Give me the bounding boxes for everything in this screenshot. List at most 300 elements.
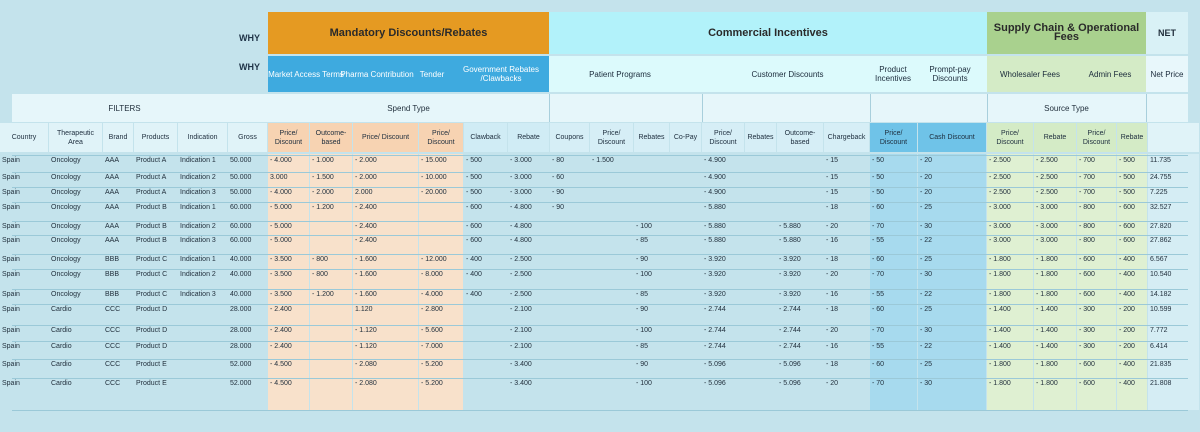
cell-r7-c10: - 400 [466, 271, 482, 278]
cell-r11-c19: - 16 [826, 343, 839, 350]
cell-r10-c16: - 2.744 [704, 327, 726, 334]
cell-r12-c6: - 4.500 [270, 361, 292, 368]
cell-r6-c10: - 400 [466, 256, 482, 263]
cell-r1-c8: - 2.000 [355, 174, 377, 181]
cell-r12-c9: - 5.200 [421, 361, 443, 368]
cell-r13-c23: - 1.800 [1036, 380, 1058, 387]
cell-r3-c5: 60.000 [230, 204, 252, 211]
cell-r0-c16: - 4.900 [704, 157, 726, 164]
cell-r8-c12 [552, 290, 589, 301]
cell-r7-c2: BBB [105, 271, 120, 278]
cell-r6-c19: - 18 [826, 256, 839, 263]
cell-r0-c13: - 1.500 [592, 157, 614, 164]
cell-r6-c25: - 400 [1119, 256, 1135, 263]
cell-r2-c26: 7.225 [1150, 189, 1168, 196]
cell-r2-c3: Product A [136, 189, 167, 196]
cell-r8-c4: Indication 3 [180, 291, 216, 298]
cell-r12-c7 [312, 360, 352, 371]
cell-r5-c4: Indication 3 [180, 237, 216, 244]
cell-r11-c13 [592, 342, 633, 353]
cell-r13-c4 [180, 379, 227, 390]
cell-r7-c21: - 30 [920, 271, 933, 278]
cell-r5-c18: - 5.880 [779, 237, 801, 244]
cell-r12-c14: - 90 [636, 361, 649, 368]
cell-r11-c2: CCC [105, 343, 121, 350]
cell-r0-c25: - 500 [1119, 157, 1135, 164]
subgroup-government-rebates: Government Rebates /Clawbacks [462, 65, 540, 83]
cell-r9-c12 [552, 305, 589, 316]
cell-r0-c26: 11.735 [1150, 157, 1171, 164]
cell-r6-c8: - 1.600 [355, 256, 377, 263]
cell-r6-c24: - 600 [1079, 256, 1095, 263]
cell-r4-c8: - 2.400 [355, 223, 377, 230]
cell-r2-c24: - 700 [1079, 189, 1095, 196]
cell-r3-c20: - 60 [872, 204, 885, 211]
cell-r9-c16: - 2.744 [704, 306, 726, 313]
column-header-23: Rebate [1034, 123, 1076, 152]
cell-r1-c4: Indication 2 [180, 174, 216, 181]
cell-r8-c16: - 3.920 [704, 291, 726, 298]
cell-r3-c23: - 3.000 [1036, 204, 1058, 211]
cell-r13-c10 [466, 379, 507, 390]
cell-r1-c0: Spain [2, 174, 20, 181]
cell-r9-c4 [180, 305, 227, 316]
cell-r8-c14: - 85 [636, 291, 649, 298]
cell-r0-c6: - 4.000 [270, 157, 292, 164]
cell-r11-c0: Spain [2, 343, 20, 350]
cell-r4-c9 [421, 222, 463, 233]
cell-r12-c18: - 5.096 [779, 361, 801, 368]
cell-r10-c13 [592, 326, 633, 337]
cell-r4-c3: Product B [136, 223, 167, 230]
cell-r7-c26: 10.540 [1150, 271, 1172, 278]
cell-r11-c22: - 1.400 [989, 343, 1011, 350]
cell-r1-c9: - 10.000 [421, 174, 447, 181]
cell-r6-c0: Spain [2, 256, 20, 263]
cell-r11-c9: - 7.000 [421, 343, 443, 350]
cell-r13-c20: - 70 [872, 380, 885, 387]
cell-r10-c18: - 2.744 [779, 327, 801, 334]
cell-r1-c21: - 20 [920, 174, 933, 181]
cell-r6-c7: - 800 [312, 256, 328, 263]
cell-r8-c7: - 1.200 [312, 291, 334, 298]
column-header-10: Clawback [464, 123, 507, 152]
cell-r9-c18: - 2.744 [779, 306, 801, 313]
cell-r5-c14: - 85 [636, 237, 649, 244]
cell-r11-c4 [180, 342, 227, 353]
cell-r0-c17 [747, 156, 776, 167]
cell-r1-c2: AAA [105, 174, 120, 181]
cell-r9-c6: - 2.400 [270, 306, 292, 313]
cell-r2-c5: 50.000 [230, 189, 252, 196]
cell-r13-c17 [747, 379, 776, 390]
cell-r7-c7: - 800 [312, 271, 328, 278]
net-group-title: NET [1158, 27, 1176, 38]
cell-r0-c4: Indication 1 [180, 157, 216, 164]
cell-r13-c0: Spain [2, 380, 20, 387]
cell-r2-c19: - 15 [826, 189, 839, 196]
cell-r8-c10: - 400 [466, 291, 482, 298]
cell-r0-c10: - 500 [466, 157, 482, 164]
subgroup-wholesaler-fees: Wholesaler Fees [999, 69, 1061, 79]
cell-r8-c3: Product C [136, 291, 168, 298]
cell-r7-c14: - 100 [636, 271, 652, 278]
cell-r1-c11: - 3.000 [510, 174, 532, 181]
cell-r7-c20: - 70 [872, 271, 885, 278]
cell-r12-c13 [592, 360, 633, 371]
cell-r1-c23: - 2.500 [1036, 174, 1058, 181]
cell-r5-c0: Spain [2, 237, 20, 244]
how-separator-1 [702, 94, 703, 122]
cell-r8-c21: - 22 [920, 291, 933, 298]
cell-r3-c14 [636, 203, 669, 214]
cell-r2-c2: AAA [105, 189, 120, 196]
cell-r9-c13 [592, 305, 633, 316]
cell-r6-c14: - 90 [636, 256, 649, 263]
cell-r10-c21: - 30 [920, 327, 933, 334]
cell-r0-c7: - 1.000 [312, 157, 334, 164]
cell-r9-c24: - 300 [1079, 306, 1095, 313]
column-header-11: Rebate [508, 123, 549, 152]
cell-r0-c3: Product A [136, 157, 167, 164]
cell-r3-c17 [747, 203, 776, 214]
cell-r5-c9 [421, 236, 463, 247]
cell-r6-c6: - 3.500 [270, 256, 292, 263]
cell-r13-c3: Product E [136, 380, 167, 387]
how-separator-2 [870, 94, 871, 122]
subgroup-net-price: Net Price [1150, 69, 1184, 79]
cell-r10-c11: - 2.100 [510, 327, 532, 334]
cell-r8-c20: - 55 [872, 291, 885, 298]
cell-r5-c10: - 600 [466, 237, 482, 244]
cell-r11-c11: - 2.100 [510, 343, 532, 350]
cell-r5-c22: - 3.000 [989, 237, 1011, 244]
cell-r7-c3: Product C [136, 271, 168, 278]
subgroup-patient-programs: Patient Programs [589, 69, 651, 79]
cell-r1-c25: - 500 [1119, 174, 1135, 181]
cell-r2-c12: - 90 [552, 189, 565, 196]
cell-r13-c22: - 1.800 [989, 380, 1011, 387]
cell-r7-c19: - 20 [826, 271, 839, 278]
cell-r1-c17 [747, 173, 776, 184]
cell-r0-c2: AAA [105, 157, 120, 164]
column-header-19: Chargeback [824, 123, 869, 152]
cell-r4-c18: - 5.880 [779, 223, 801, 230]
cell-r8-c19: - 16 [826, 291, 839, 298]
cell-r4-c24: - 800 [1079, 223, 1095, 230]
cell-r5-c8: - 2.400 [355, 237, 377, 244]
column-header-9: Price/ Discount [419, 123, 463, 152]
cell-r3-c13 [592, 203, 633, 214]
cell-r4-c0: Spain [2, 223, 20, 230]
cell-r2-c23: - 2.500 [1036, 189, 1058, 196]
cell-r13-c12 [552, 379, 589, 390]
cell-r12-c22: - 1.800 [989, 361, 1011, 368]
cell-r6-c1: Oncology [51, 256, 81, 263]
cell-r12-c16: - 5.096 [704, 361, 726, 368]
cell-r0-c12: - 80 [552, 157, 565, 164]
cell-r5-c6: - 5.000 [270, 237, 292, 244]
cell-r10-c7 [312, 326, 352, 337]
cell-r2-c17 [747, 188, 776, 199]
cell-r11-c24: - 300 [1079, 343, 1095, 350]
how-separator-4 [1146, 94, 1147, 122]
cell-r11-c8: - 1.120 [355, 343, 377, 350]
cell-r5-c11: - 4.800 [510, 237, 532, 244]
cell-r2-c15 [672, 188, 701, 199]
cell-r2-c13 [592, 188, 633, 199]
column-header-6: Price/ Discount [268, 123, 309, 152]
cell-r10-c9: - 5.600 [421, 327, 443, 334]
cell-r6-c21: - 25 [920, 256, 933, 263]
cell-r8-c1: Oncology [51, 291, 81, 298]
cell-r11-c6: - 2.400 [270, 343, 292, 350]
cell-r6-c12 [552, 255, 589, 266]
cell-r7-c15 [672, 270, 701, 281]
cell-r3-c25: - 600 [1119, 204, 1135, 211]
cell-r4-c22: - 3.000 [989, 223, 1011, 230]
column-header-7: Outcome-based [310, 123, 352, 152]
cell-r7-c18: - 3.920 [779, 271, 801, 278]
cell-r11-c18: - 2.744 [779, 343, 801, 350]
cell-r5-c7 [312, 236, 352, 247]
cell-r3-c3: Product B [136, 204, 167, 211]
subgroup-tender: Tender [419, 69, 445, 79]
cell-r8-c9: - 4.000 [421, 291, 443, 298]
cell-r10-c6: - 2.400 [270, 327, 292, 334]
cell-r9-c8: 1.120 [355, 306, 373, 313]
cell-r10-c5: 28.000 [230, 327, 252, 334]
cell-r2-c20: - 50 [872, 189, 885, 196]
cell-r2-c6: - 4.000 [270, 189, 292, 196]
cell-r6-c18: - 3.920 [779, 256, 801, 263]
cell-r12-c25: - 400 [1119, 361, 1135, 368]
cell-r0-c23: - 2.500 [1036, 157, 1058, 164]
cell-r10-c20: - 70 [872, 327, 885, 334]
cell-r0-c9: - 15.000 [421, 157, 447, 164]
cell-r0-c19: - 15 [826, 157, 839, 164]
cell-r4-c21: - 30 [920, 223, 933, 230]
cell-r13-c14: - 100 [636, 380, 652, 387]
cell-r2-c22: - 2.500 [989, 189, 1011, 196]
cell-r0-c1: Oncology [51, 157, 81, 164]
cell-r13-c16: - 5.096 [704, 380, 726, 387]
cell-r4-c20: - 70 [872, 223, 885, 230]
cell-r3-c22: - 3.000 [989, 204, 1011, 211]
cell-r9-c14: - 90 [636, 306, 649, 313]
cell-r6-c4: Indication 1 [180, 256, 216, 263]
cell-r1-c1: Oncology [51, 174, 81, 181]
cell-r8-c11: - 2.500 [510, 291, 532, 298]
cell-r13-c21: - 30 [920, 380, 933, 387]
cell-r2-c11: - 3.000 [510, 189, 532, 196]
cell-r5-c13 [592, 236, 633, 247]
cell-r11-c17 [747, 342, 776, 353]
cell-r6-c15 [672, 255, 701, 266]
cell-r2-c10: - 500 [466, 189, 482, 196]
column-header-8: Price/ Discount [353, 123, 418, 152]
cell-r3-c12: - 90 [552, 204, 565, 211]
cell-r4-c23: - 3.000 [1036, 223, 1058, 230]
cell-r12-c3: Product E [136, 361, 167, 368]
cell-r0-c8: - 2.000 [355, 157, 377, 164]
subgroup-market-access: Market Access Terms [268, 69, 344, 79]
cell-r5-c15 [672, 236, 701, 247]
cell-r10-c1: Cardio [51, 327, 72, 334]
cell-r13-c8: - 2.080 [355, 380, 377, 387]
column-header-26 [1148, 123, 1199, 152]
cell-r0-c11: - 3.000 [510, 157, 532, 164]
cell-r13-c24: - 600 [1079, 380, 1095, 387]
cell-r3-c6: - 5.000 [270, 204, 292, 211]
cell-r3-c0: Spain [2, 204, 20, 211]
cell-r7-c23: - 1.800 [1036, 271, 1058, 278]
column-header-4: Indication [178, 123, 227, 152]
cell-r12-c5: 52.000 [230, 361, 252, 368]
cell-r11-c16: - 2.744 [704, 343, 726, 350]
cell-r2-c18 [779, 188, 823, 199]
cell-r12-c0: Spain [2, 361, 20, 368]
cell-r9-c19: - 18 [826, 306, 839, 313]
cell-r9-c9: - 2.800 [421, 306, 443, 313]
cell-r12-c17 [747, 360, 776, 371]
supply-group-title: Supply Chain & Operational Fees [993, 22, 1140, 43]
cell-r3-c10: - 600 [466, 204, 482, 211]
cell-r11-c5: 28.000 [230, 343, 252, 350]
cell-r12-c19: - 18 [826, 361, 839, 368]
cell-r2-c9: - 20.000 [421, 189, 447, 196]
cell-r10-c23: - 1.400 [1036, 327, 1058, 334]
cell-r13-c11: - 3.400 [510, 380, 532, 387]
cell-r7-c4: Indication 2 [180, 271, 216, 278]
cell-r2-c1: Oncology [51, 189, 81, 196]
cell-r13-c15 [672, 379, 701, 390]
cell-r1-c26: 24.755 [1150, 174, 1172, 181]
cell-r2-c21: - 20 [920, 189, 933, 196]
cell-r8-c6: - 3.500 [270, 291, 292, 298]
cell-r0-c15 [672, 156, 701, 167]
subgroup-prompt-pay: Prompt-pay Discounts [929, 65, 971, 83]
cell-r0-c14 [636, 156, 669, 167]
cell-r1-c15 [672, 173, 701, 184]
why-label-1: WHY [239, 34, 260, 43]
cell-r8-c18: - 3.920 [779, 291, 801, 298]
subgroup-product-incentives: Product Incentives [874, 65, 912, 83]
cell-r3-c4: Indication 1 [180, 204, 216, 211]
cell-r5-c12 [552, 236, 589, 247]
column-header-24: Price/ Discount [1077, 123, 1116, 152]
column-header-2: Brand [103, 123, 133, 152]
cell-r11-c3: Product D [136, 343, 168, 350]
cell-r11-c15 [672, 342, 701, 353]
column-header-20: Price/ Discount [870, 123, 917, 152]
how-separator-3 [987, 94, 988, 122]
spend-type-label: Spend Type [387, 103, 430, 113]
cell-r0-c24: - 700 [1079, 157, 1095, 164]
cell-r8-c5: 40.000 [230, 291, 252, 298]
cell-r10-c17 [747, 326, 776, 337]
cell-r9-c20: - 60 [872, 306, 885, 313]
cell-r1-c10: - 500 [466, 174, 482, 181]
cell-r11-c21: - 22 [920, 343, 933, 350]
cell-r13-c19: - 20 [826, 380, 839, 387]
column-header-3: Products [134, 123, 177, 152]
cell-r3-c8: - 2.400 [355, 204, 377, 211]
cell-r1-c18 [779, 173, 823, 184]
cell-r12-c24: - 600 [1079, 361, 1095, 368]
cell-r1-c6: 3.000 [270, 174, 288, 181]
cell-r1-c3: Product A [136, 174, 167, 181]
cell-r3-c16: - 5.880 [704, 204, 726, 211]
cell-r10-c19: - 20 [826, 327, 839, 334]
column-header-13: Price/ Discount [590, 123, 633, 152]
cell-r11-c12 [552, 342, 589, 353]
cell-r4-c13 [592, 222, 633, 233]
cell-r7-c6: - 3.500 [270, 271, 292, 278]
cell-r1-c22: - 2.500 [989, 174, 1011, 181]
cell-r7-c24: - 600 [1079, 271, 1095, 278]
cell-r9-c7 [312, 305, 352, 316]
cell-r8-c25: - 400 [1119, 291, 1135, 298]
cell-r6-c3: Product C [136, 256, 168, 263]
cell-r10-c3: Product D [136, 327, 168, 334]
cell-r2-c14 [636, 188, 669, 199]
cell-r12-c20: - 60 [872, 361, 885, 368]
cell-r10-c14: - 100 [636, 327, 652, 334]
cell-r2-c0: Spain [2, 189, 20, 196]
cell-r5-c25: - 600 [1119, 237, 1135, 244]
cell-r8-c13 [592, 290, 633, 301]
cell-r4-c15 [672, 222, 701, 233]
cell-r6-c11: - 2.500 [510, 256, 532, 263]
cell-r8-c2: BBB [105, 291, 120, 298]
cell-r12-c2: CCC [105, 361, 121, 368]
cell-r8-c23: - 1.800 [1036, 291, 1058, 298]
cell-r5-c21: - 22 [920, 237, 933, 244]
cell-r11-c1: Cardio [51, 343, 72, 350]
cell-r8-c22: - 1.800 [989, 291, 1011, 298]
cell-r5-c24: - 800 [1079, 237, 1095, 244]
cell-r12-c26: 21.835 [1150, 361, 1172, 368]
cell-r0-c22: - 2.500 [989, 157, 1011, 164]
cell-r9-c22: - 1.400 [989, 306, 1011, 313]
cell-r9-c5: 28.000 [230, 306, 252, 313]
column-header-25: Rebate [1117, 123, 1147, 152]
cell-r13-c1: Cardio [51, 380, 72, 387]
column-header-5: Gross [228, 123, 267, 152]
cell-r4-c17 [747, 222, 776, 233]
subgroup-customer-discounts: Customer Discounts [751, 69, 824, 79]
cell-r4-c26: 27.820 [1150, 223, 1172, 230]
cell-r12-c11: - 3.400 [510, 361, 532, 368]
cell-r0-c18 [779, 156, 823, 167]
cell-r3-c24: - 800 [1079, 204, 1095, 211]
cell-r3-c26: 32.527 [1150, 204, 1172, 211]
cell-r9-c2: CCC [105, 306, 121, 313]
cell-r5-c26: 27.862 [1150, 237, 1172, 244]
cell-r12-c15 [672, 360, 701, 371]
cell-r9-c15 [672, 305, 701, 316]
cell-r5-c2: AAA [105, 237, 120, 244]
cell-r1-c24: - 700 [1079, 174, 1095, 181]
cell-r12-c21: - 25 [920, 361, 933, 368]
cell-r4-c12 [552, 222, 589, 233]
cell-r13-c25: - 400 [1119, 380, 1135, 387]
cell-r9-c17 [747, 305, 776, 316]
column-header-18: Outcome-based [777, 123, 823, 152]
cell-r6-c22: - 1.800 [989, 256, 1011, 263]
commercial-group-title: Commercial Incentives [708, 26, 828, 39]
